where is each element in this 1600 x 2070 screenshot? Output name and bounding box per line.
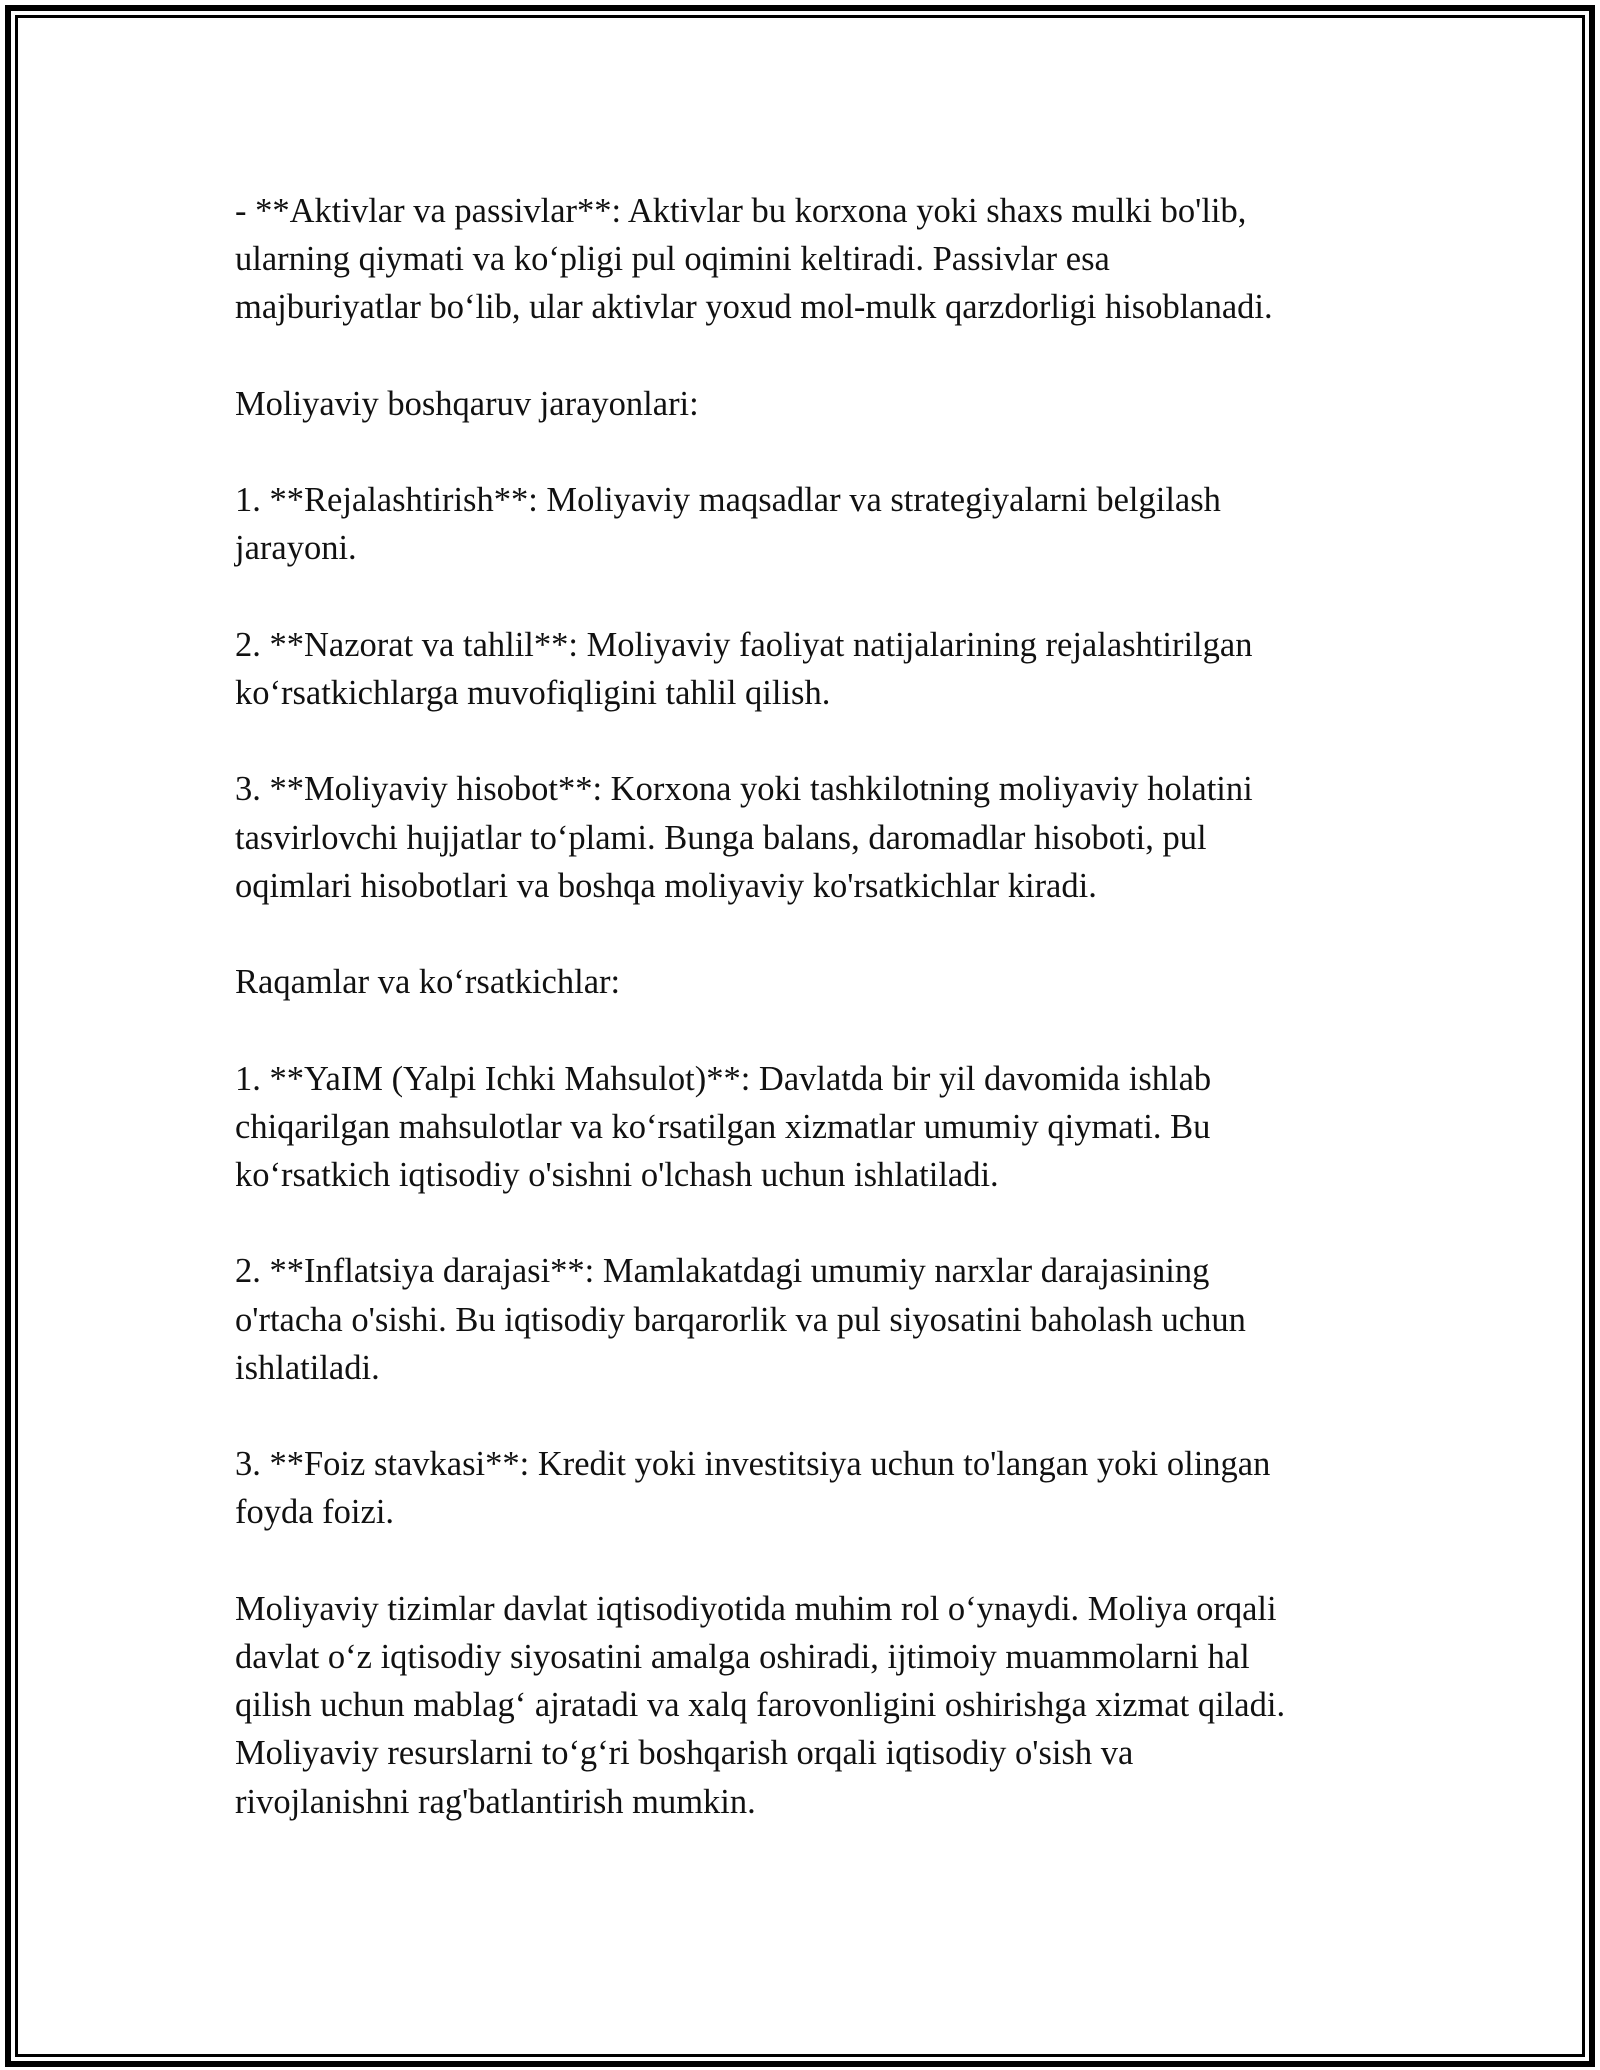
text-line: 2. **Nazorat va tahlil**: Moliyaviy faoliyat natijalarining rejalashtirilgan [235, 625, 1253, 664]
text-line: Moliyaviy resurslarni to‘g‘ri boshqarish orqali iqtisodiy o'sish va [235, 1734, 1134, 1773]
paragraph-conclusion [235, 1585, 1365, 1826]
document-body [235, 187, 1365, 1826]
list-item-control-analysis [235, 621, 1365, 717]
list-item-gdp [235, 1055, 1365, 1200]
text-line: jarayoni. [235, 529, 357, 568]
list-item-interest-rate [235, 1440, 1365, 1536]
text-line: - **Aktivlar va passivlar**: Aktivlar bu korxona yoki shaxs mulki bo'lib, [235, 192, 1247, 230]
text-line: davlat o‘z iqtisodiy siyosatini amalga oshiradi, ijtimoiy muammolarni hal [235, 1637, 1250, 1676]
text-line: Moliyaviy tizimlar davlat iqtisodiyotida muhim rol o‘ynaydi. Moliya orqali [235, 1589, 1277, 1628]
text-line: o'rtacha o'sishi. Bu iqtisodiy barqarorlik va pul siyosatini baholash uchun [235, 1300, 1246, 1339]
text-line: ishlatiladi. [235, 1348, 380, 1387]
text-line: ko‘rsatkichlarga muvofiqligini tahlil qilish. [235, 673, 831, 712]
list-item-financial-report [235, 765, 1365, 910]
text-line: rivojlanishni rag'batlantirish mumkin. [235, 1782, 756, 1821]
list-item-planning [235, 476, 1365, 572]
text-line: tasvirlovchi hujjatlar to‘plami. Bunga balans, daromadlar hisoboti, pul [235, 818, 1207, 857]
text-line: 3. **Foiz stavkasi**: Kredit yoki investitsiya uchun to'langan yoki olingan [235, 1445, 1271, 1484]
text-line: foyda foizi. [235, 1493, 395, 1532]
text-line: 1. **Rejalashtirish**: Moliyaviy maqsadlar va strategiyalarni belgilash [235, 481, 1221, 520]
text-line: majburiyatlar bo‘lib, ular aktivlar yoxud mol-mulk qarzdorligi hisoblanadi. [235, 288, 1273, 327]
paragraph-assets-liabilities [235, 187, 1365, 332]
heading-numbers-indicators [235, 958, 1365, 1006]
list-item-inflation [235, 1247, 1365, 1392]
text-line: ko‘rsatkich iqtisodiy o'sishni o'lchash uchun ishlatiladi. [235, 1155, 999, 1194]
text-line: oqimlari hisobotlari va boshqa moliyaviy ko'rsatkichlar kiradi. [235, 866, 1097, 905]
text-line: Raqamlar va ko‘rsatkichlar: [235, 963, 621, 1002]
text-line: Moliyaviy boshqaruv jarayonlari: [235, 384, 699, 423]
text-line: ularning qiymati va ko‘pligi pul oqimini keltiradi. Passivlar esa [235, 240, 1110, 279]
text-line: 2. **Inflatsiya darajasi**: Mamlakatdagi umumiy narxlar darajasining [235, 1252, 1210, 1291]
text-line: 1. **YaIM (Yalpi Ichki Mahsulot)**: Davlatda bir yil davomida ishlab [235, 1059, 1212, 1098]
heading-financial-management-processes [235, 380, 1365, 428]
text-line: 3. **Moliyaviy hisobot**: Korxona yoki tashkilotning moliyaviy holatini [235, 770, 1253, 809]
text-line: qilish uchun mablag‘ ajratadi va xalq farovonligini oshirishga xizmat qiladi. [235, 1686, 1286, 1725]
text-line: chiqarilgan mahsulotlar va ko‘rsatilgan xizmatlar umumiy qiymati. Bu [235, 1107, 1211, 1146]
